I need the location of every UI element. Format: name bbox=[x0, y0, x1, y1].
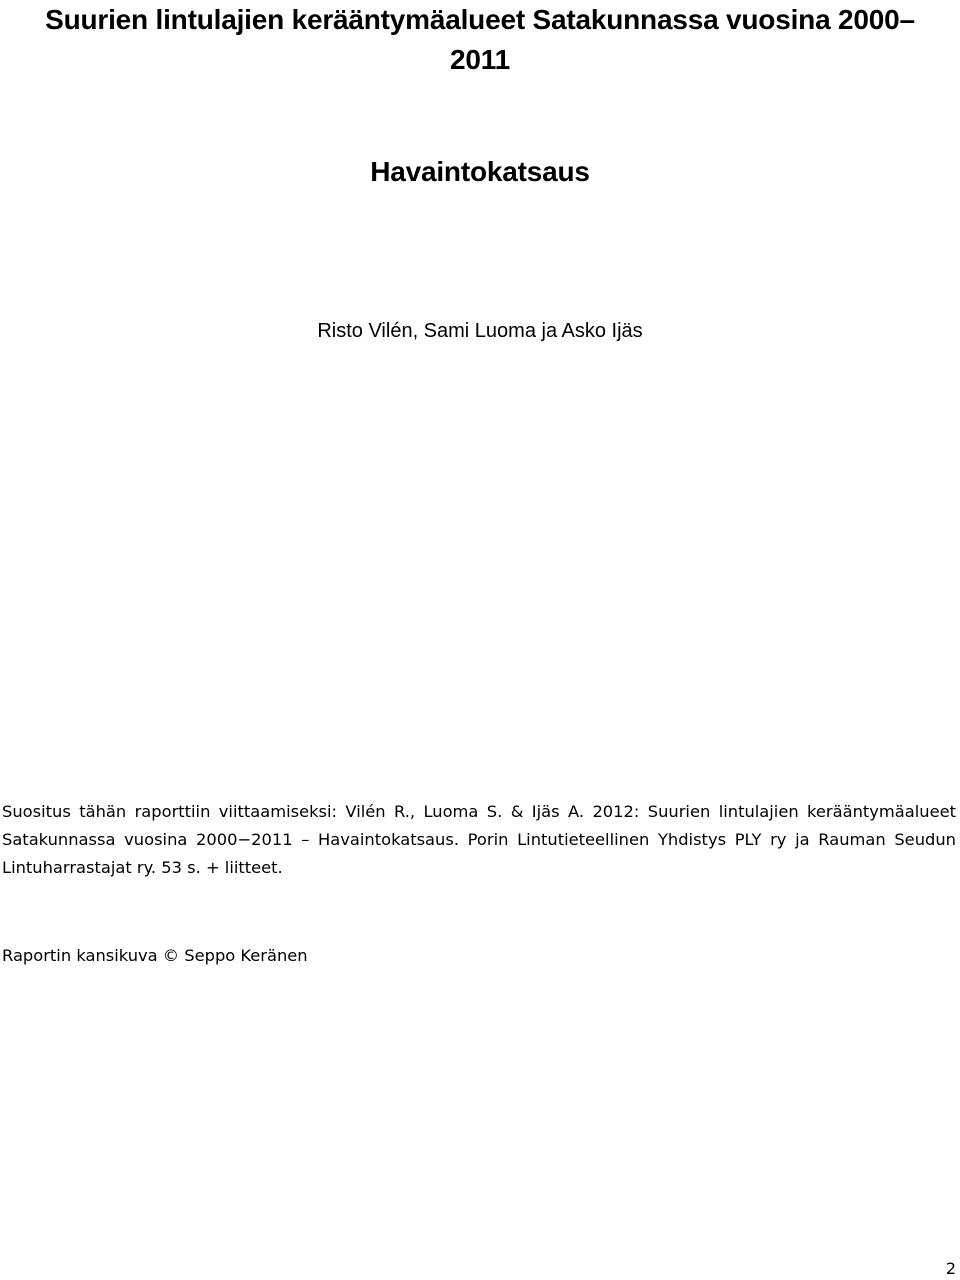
authors: Risto Vilén, Sami Luoma ja Asko Ijäs bbox=[317, 320, 643, 342]
document-title-line-2: 2011 bbox=[450, 44, 510, 75]
document-title bbox=[0, 0, 960, 80]
page-number: 2 bbox=[945, 1259, 956, 1278]
document-title-line-1: Suurien lintulajien kerääntymäalueet Satakunnassa vuosina 2000– bbox=[45, 4, 915, 35]
document-subtitle: Havaintokatsaus bbox=[370, 156, 590, 187]
cover-photo-credit: Raportin kansikuva © Seppo Keränen bbox=[2, 946, 308, 965]
citation-recommendation: Suositus tähän raporttiin viittaamiseksi: Vilén R., Luoma S. & Ijäs A. 2012: Suurien lintulajien kerääntymäalueet Satakunnassa vuosina 2000−2011 – Havaintokatsaus. Porin Lintutieteellinen Yhdistys PLY ry ja Rauman Seudun Lintuharrastajat ry. 53 s. + liitteet. bbox=[2, 802, 956, 877]
